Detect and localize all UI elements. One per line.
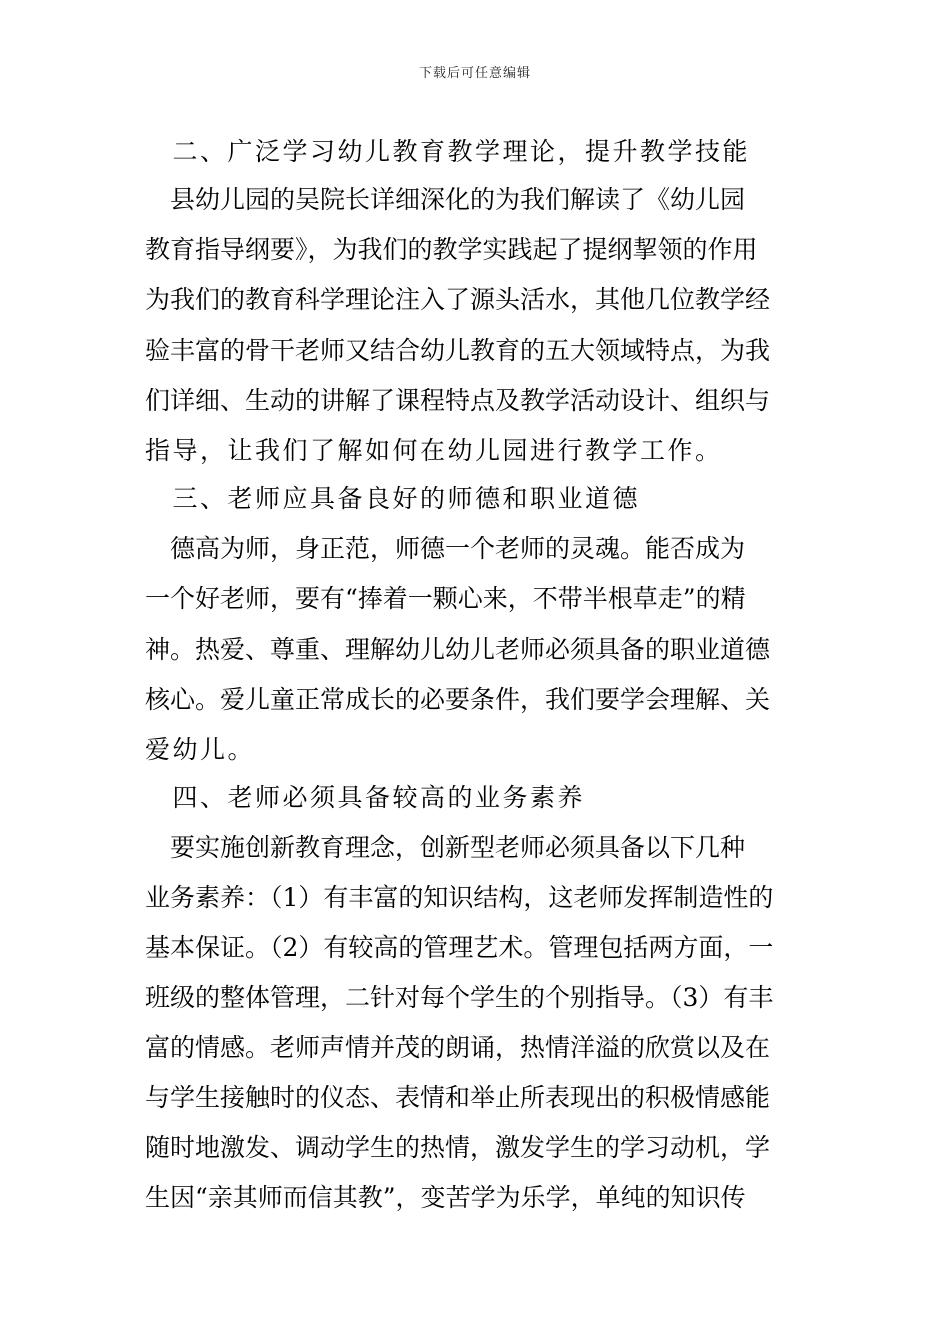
text-line: 县幼儿园的吴院长详细深化的为我们解读了《幼儿园 <box>145 185 746 214</box>
text-line: 业务素养：（1）有丰富的知识结构，这老师发挥制造性的 <box>145 883 774 912</box>
text-line: 与学生接触时的仪态、表情和举止所表现出的积极情感能 <box>145 1083 771 1112</box>
text-line: 要实施创新教育理念，创新型老师必须具备以下几种 <box>145 833 746 862</box>
text-line: 为我们的教育科学理论注入了源头活水，其他几位教学经 <box>145 285 771 314</box>
text-line: 验丰富的骨干老师又结合幼儿教育的五大领域特点，为我 <box>145 336 771 365</box>
text-line: 随时地激发、调动学生的热情，激发学生的学习动机，学 <box>145 1133 771 1162</box>
page-header: 下载后可任意编辑 <box>418 66 531 81</box>
text-line: 班级的整体管理，二针对每个学生的个别指导。（3）有丰 <box>145 983 774 1012</box>
text-line: 核心。爱儿童正常成长的必要条件，我们要学会理解、关 <box>145 685 771 714</box>
text-line: 们详细、生动的讲解了课程特点及教学活动设计、组织与 <box>145 386 771 415</box>
text-line: 生因“亲其师而信其教”，变苦学为乐学，单纯的知识传 <box>145 1183 746 1212</box>
text-line: 四、老师必须具备较高的业务素养 <box>145 783 586 812</box>
text-line: 一个好老师，要有“捧着一颗心来，不带半根草走”的精 <box>145 584 746 613</box>
text-line: 德高为师，身正范，师德一个老师的灵魂。能否成为 <box>145 534 746 563</box>
text-line: 富的情感。老师声情并茂的朗诵，热情洋溢的欣赏以及在 <box>145 1033 771 1062</box>
text-line: 教育指导纲要》，为我们的教学实践起了提纲挈领的作用 <box>145 235 758 264</box>
text-line: 指导，让我们了解如何在幼儿园进行教学工作。 <box>145 436 723 465</box>
text-line: 三、老师应具备良好的师德和职业道德 <box>145 484 641 513</box>
text-line: 爱幼儿。 <box>145 735 256 764</box>
text-line: 神。热爱、尊重、理解幼儿幼儿老师必须具备的职业道德 <box>145 635 771 664</box>
text-line: 二、广泛学习幼儿教育教学理论，提升教学技能 <box>145 137 751 166</box>
text-line: 基本保证。（2）有较高的管理艺术。管理包括两方面，一 <box>145 933 774 962</box>
